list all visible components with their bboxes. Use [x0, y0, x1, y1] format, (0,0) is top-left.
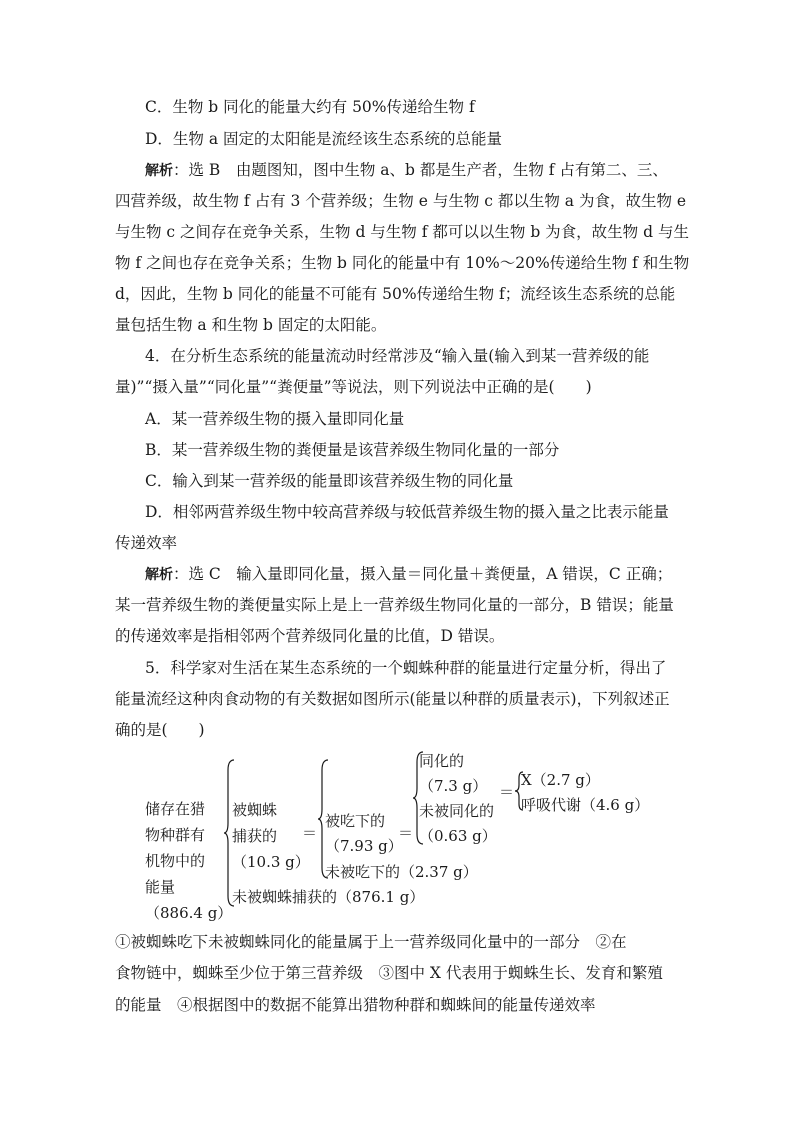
analysis3-line6: 量包括生物 a 和生物 b 固定的太阳能。	[115, 316, 387, 334]
root-line4: 能量	[145, 878, 176, 896]
analysis4-line1	[145, 563, 672, 586]
x-part-label: X（2.7 g）	[521, 771, 600, 789]
respiration-label: 呼吸代谢（4.6 g）	[521, 796, 650, 814]
captured-line2: 捕获的	[232, 827, 278, 845]
analysis3-line4: 物 f 之间也存在竞争关系；生物 b 同化的能量中有 10%～20%传递给生物 f 和生物	[115, 254, 690, 272]
not-assimilated-value: （0.63 g）	[419, 827, 497, 845]
analysis4-line3: 的传递效率是指相邻两个营养级同化量的比值，D 错误。	[115, 627, 505, 645]
statements-line1: ①被蜘蛛吃下未被蜘蛛同化的能量属于上一营养级同化量中的一部分 ②在	[115, 933, 627, 951]
option-d-prev: D．生物 a 固定的太阳能是流经该生态系统的总能量	[145, 130, 503, 148]
q5-stem-line2: 能量流经这种肉食动物的有关数据如图所示(能量以种群的质量表示)，下列叙述正	[115, 690, 670, 708]
analysis3-line3: 与生物 c 之间存在竞争关系，生物 d 与生物 f 都可以以生物 b 为食，故生物 d 与生	[115, 223, 689, 241]
captured-line3: （10.3 g）	[232, 853, 310, 871]
statements-line3: 的能量 ④根据图中的数据不能算出猎物种群和蜘蛛间的能量传递效率	[115, 996, 596, 1014]
root-line1: 储存在猎	[145, 800, 206, 818]
statements-line2: 食物链中，蜘蛛至少位于第三营养级 ③图中 X 代表用于蜘蛛生长、发育和繁殖	[115, 964, 663, 982]
analysis4-line2: 某一营养级生物的粪便量实际上是上一营养级生物同化量的一部分，B 错误；能量	[115, 596, 674, 614]
q4-option-b: B．某一营养级生物的粪便量是该营养级生物同化量的一部分	[145, 441, 560, 459]
analysis3-line5: d，因此，生物 b 同化的能量不可能有 50%传递给生物 f；流经该生态系统的总能	[115, 285, 676, 303]
analysis-text: ：选 B 由题图知，图中生物 a、b 都是生产者，生物 f 占有第二、三、	[173, 161, 668, 179]
q4-stem-line1: 4．在分析生态系统的能量流动时经常涉及“输入量(输入到某一营养级的能	[145, 347, 650, 365]
not-assimilated-label: 未被同化的	[419, 802, 495, 820]
analysis-label: 解析	[145, 567, 173, 583]
root-line3: 机物中的	[145, 852, 206, 870]
root-line5: （886.4 g）	[145, 904, 233, 922]
q4-stem-line2: 量)”“摄入量”“同化量”“粪便量”等说法，则下列说法中正确的是( )	[115, 378, 592, 396]
q5-stem-line1: 5．科学家对生活在某生态系统的一个蜘蛛种群的能量进行定量分析，得出了	[145, 659, 667, 677]
analysis-label: 解析	[145, 163, 173, 179]
analysis3-line2: 四营养级，故生物 f 占有 3 个营养级；生物 e 与生物 c 都以生物 a 为食，故生物 e	[115, 192, 687, 210]
q4-option-d-line1: D．相邻两营养级生物中较高营养级与较低营养级生物的摄入量之比表示能量	[145, 503, 669, 521]
root-line2: 物种群有	[145, 826, 206, 844]
q4-option-a: A．某一营养级生物的摄入量即同化量	[145, 410, 405, 428]
not-captured-label: 未被蜘蛛捕获的（876.1 g）	[232, 888, 425, 906]
eaten-value: （7.93 g）	[325, 837, 403, 855]
equals-sign-1: ＝	[302, 824, 318, 842]
assimilated-value: （7.3 g）	[419, 777, 488, 795]
analysis-text: ：选 C 输入量即同化量，摄入量＝同化量＋粪便量，A 错误，C 正确；	[173, 565, 673, 583]
option-c-prev: C．生物 b 同化的能量大约有 50%传递给生物 f	[145, 98, 475, 116]
q5-stem-line3: 确的是( )	[115, 721, 205, 739]
not-eaten-label: 未被吃下的（2.37 g）	[325, 863, 478, 881]
equals-sign-3: ＝	[499, 783, 515, 801]
q4-option-c: C．输入到某一营养级的能量即该营养级生物的同化量	[145, 472, 514, 490]
assimilated-label: 同化的	[419, 752, 465, 770]
q4-option-d-line2: 传递效率	[115, 534, 178, 552]
eaten-label: 被吃下的	[325, 812, 386, 830]
captured-line1: 被蜘蛛	[232, 801, 278, 819]
equals-sign-2: ＝	[398, 824, 414, 842]
analysis3-line1	[145, 159, 668, 182]
